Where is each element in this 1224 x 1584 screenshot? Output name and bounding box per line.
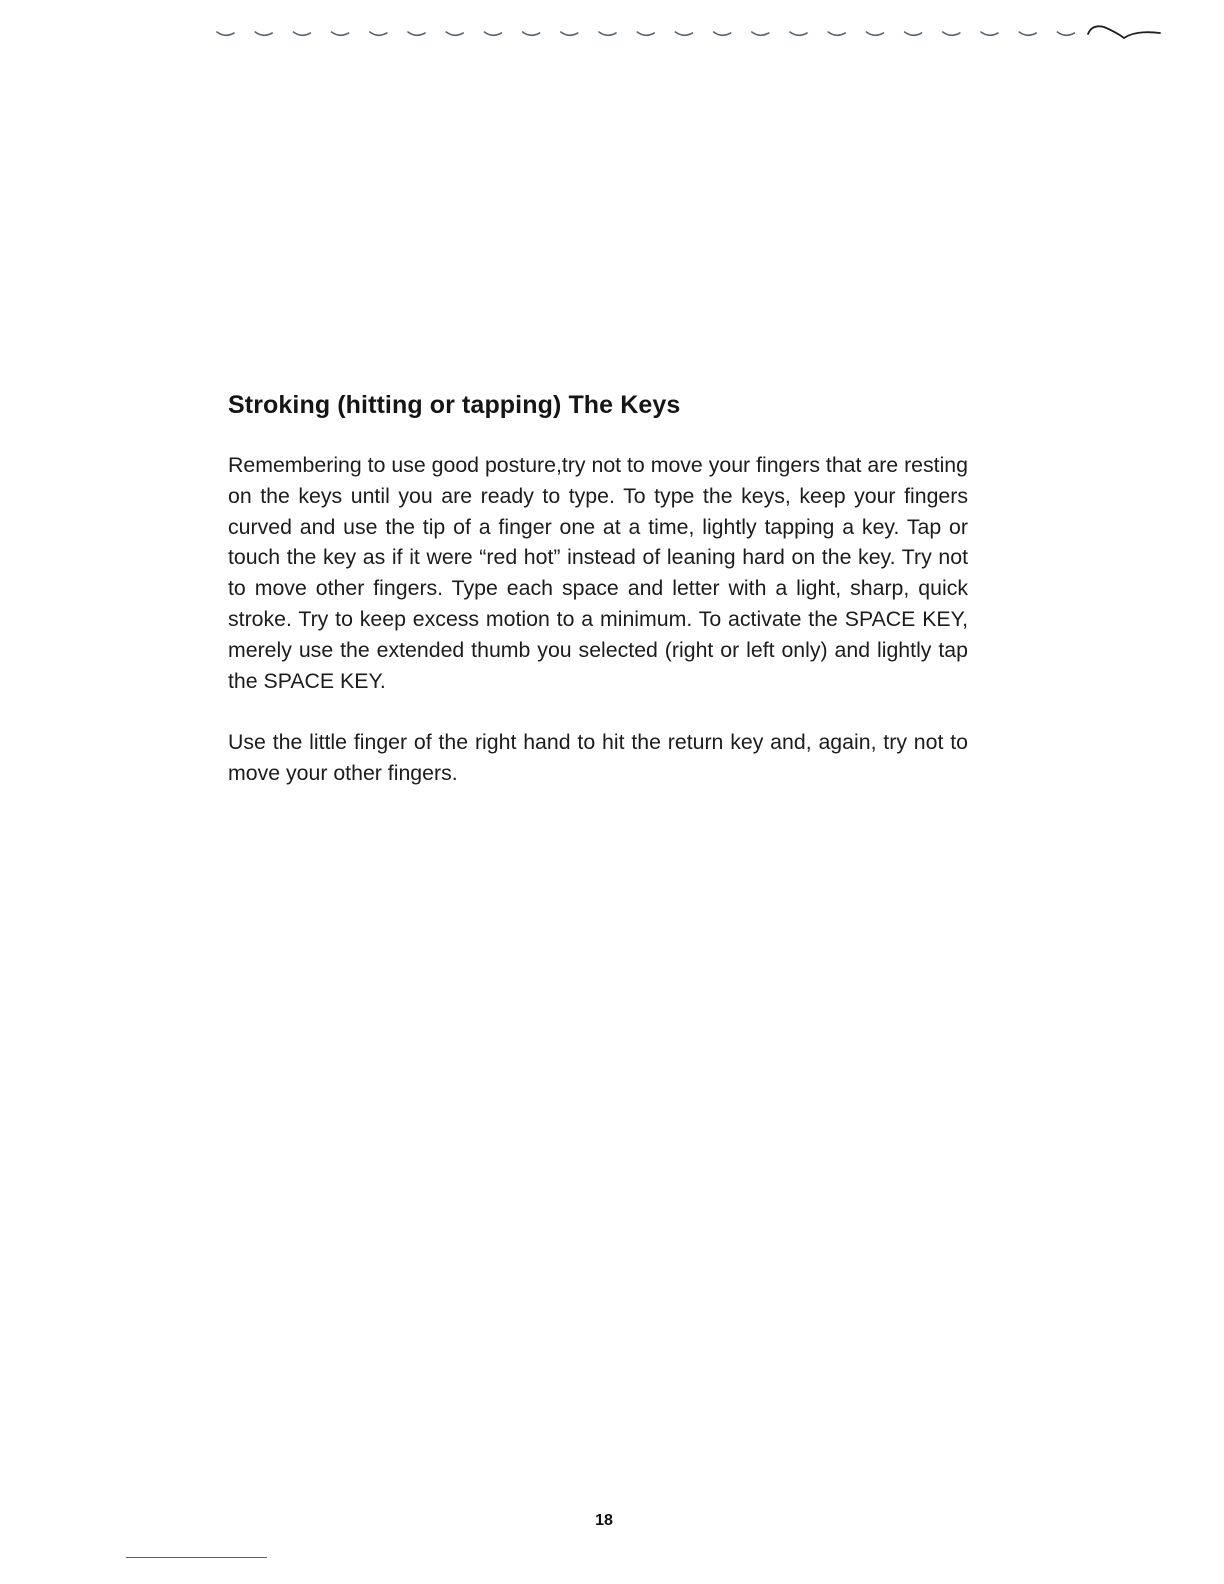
binding-hole-mark	[484, 32, 501, 35]
binding-hole-mark	[866, 32, 883, 35]
binding-hole-mark	[828, 32, 845, 35]
binding-hole-mark	[1019, 32, 1036, 35]
paragraph-stroking-instructions: Remembering to use good posture,try not to move your fingers that are resting on the keys until you are ready to type. To type the keys, keep your fingers curved and use the tip of a finger one at a time, lightly tapping a key. Tap or touch the key as if it were “red hot” instead of leaning hard on the key. Try not to move other fingers. Type each space and letter with a light, sharp, quick stroke. Try to keep excess motion to a minimum. To activate the SPACE KEY, merely use the extended thumb you selected (right or left only) and lightly tap the SPACE KEY.	[228, 453, 968, 693]
binding-hole-mark	[905, 32, 922, 35]
binding-hole-mark	[408, 32, 425, 35]
document-body	[228, 388, 968, 820]
binding-hole-mark	[943, 32, 960, 35]
binding-hole-mark	[332, 32, 349, 35]
binding-hole-mark	[981, 32, 998, 35]
binding-torn-curl	[1088, 26, 1160, 38]
page-number: 18	[595, 1512, 613, 1529]
binding-hole-mark	[523, 32, 540, 35]
binding-hole-mark	[1057, 32, 1074, 35]
binding-hole-mark	[370, 32, 387, 35]
binding-hole-mark	[637, 32, 654, 35]
binding-hole-mark	[599, 32, 616, 35]
binding-hole-mark	[790, 32, 807, 35]
section-heading: Stroking (hitting or tapping) The Keys	[228, 391, 681, 419]
footer-rule	[126, 1557, 267, 1558]
binding-hole-marks	[0, 0, 1224, 60]
binding-hole-mark	[675, 32, 692, 35]
binding-hole-mark	[446, 32, 463, 35]
binding-hole-mark	[714, 32, 731, 35]
spiral-binding-marks	[0, 0, 1224, 60]
paragraph-return-key: Use the little finger of the right hand to hit the return key and, again, try not to move your other fingers.	[228, 730, 968, 786]
binding-hole-mark	[217, 32, 234, 35]
binding-hole-mark	[293, 32, 310, 35]
binding-hole-mark	[752, 32, 769, 35]
binding-hole-mark	[255, 32, 272, 35]
binding-hole-mark	[561, 32, 578, 35]
